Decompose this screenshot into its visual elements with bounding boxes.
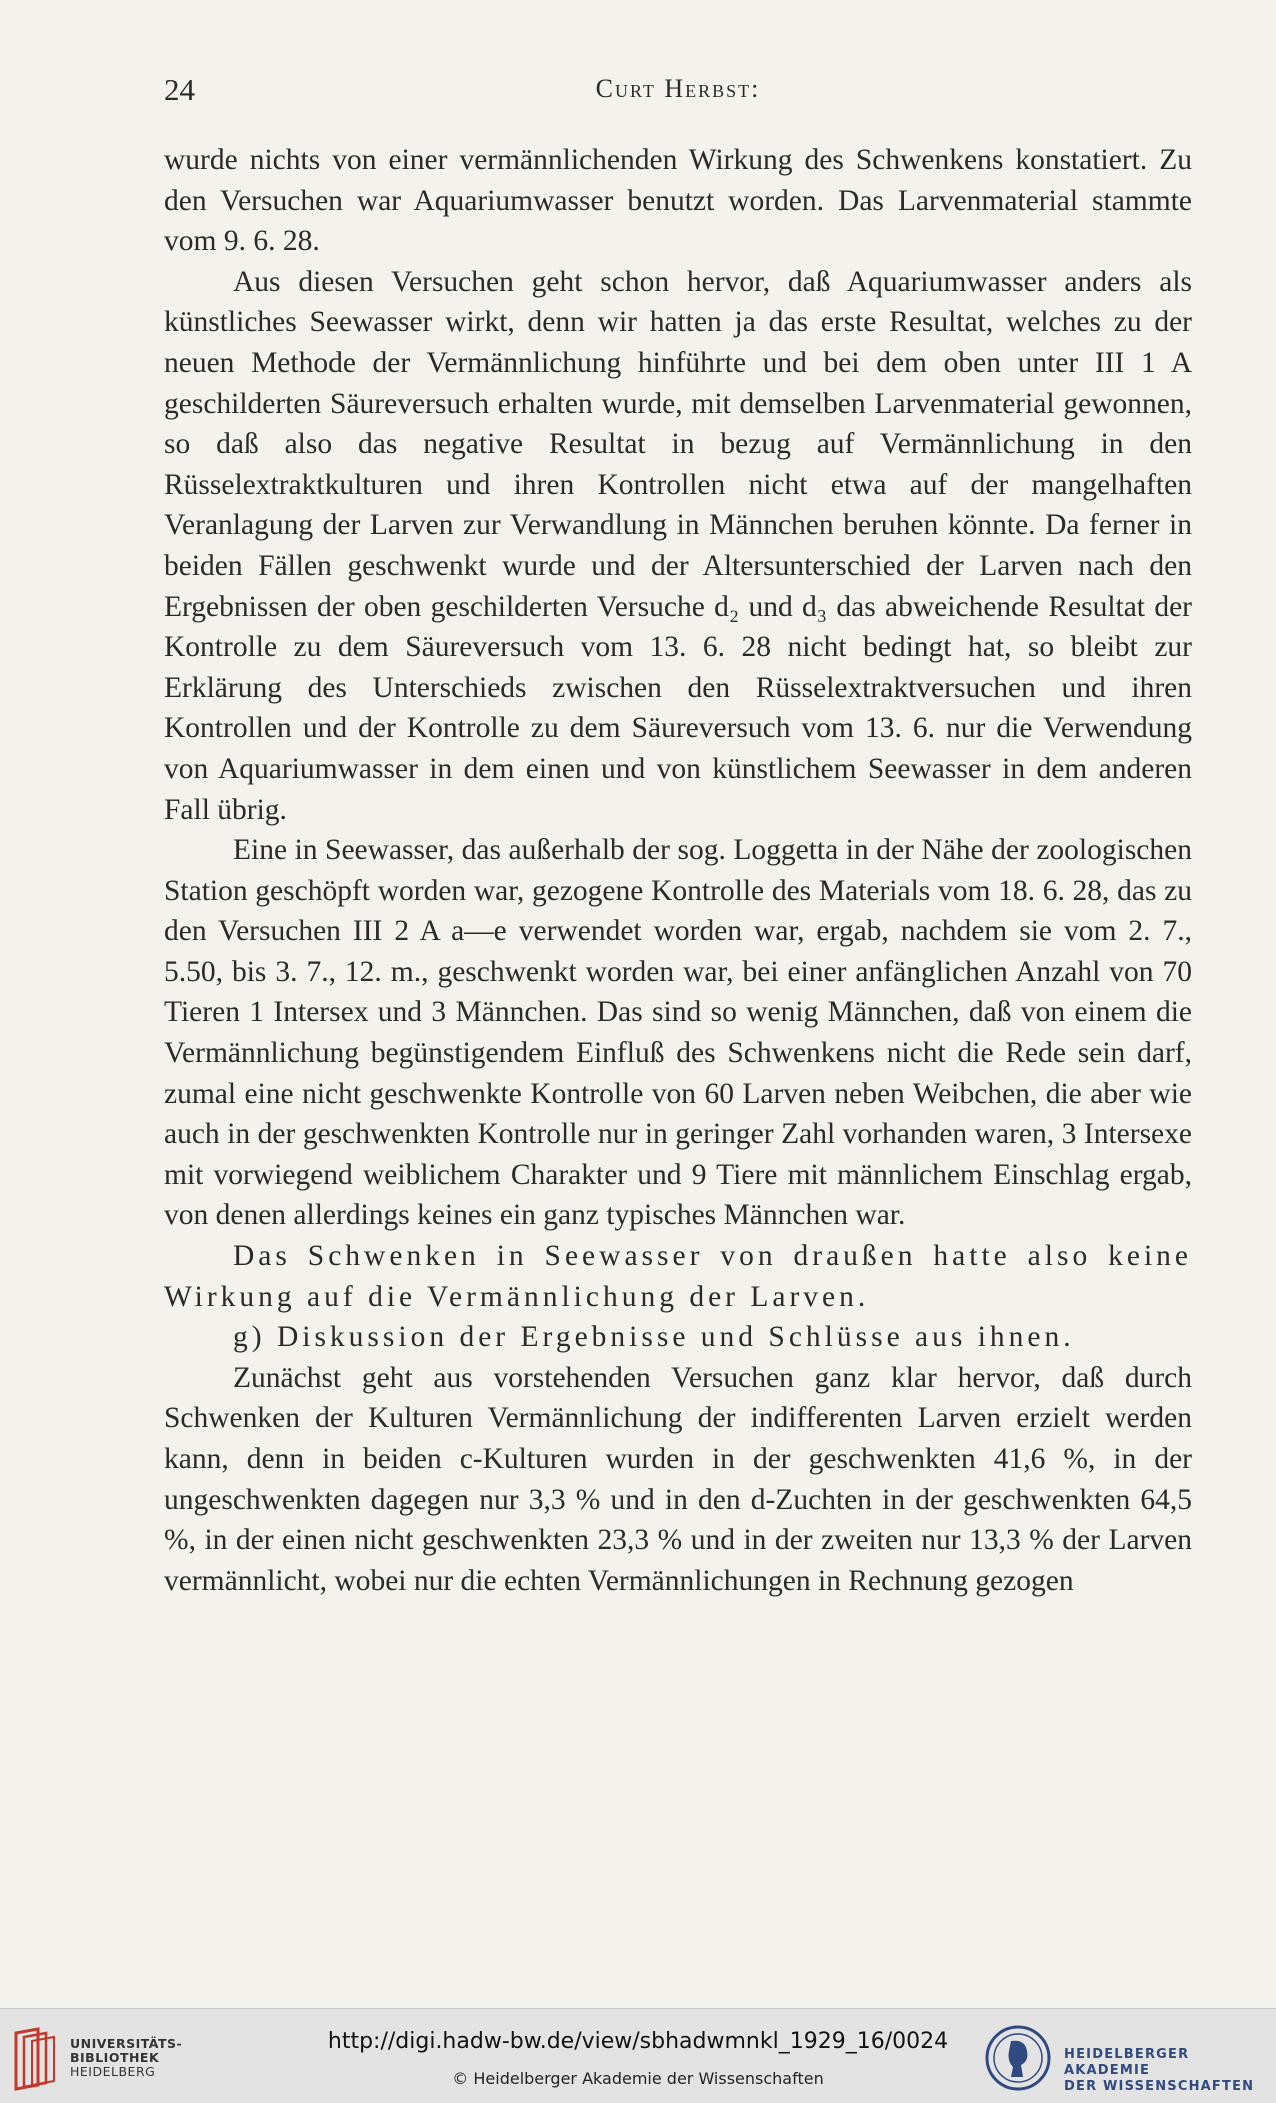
paragraph-6: Zunächst geht aus vorstehenden Versuchen ganz klar hervor, daß durch Schwenken der Kulturen Vermännlichung der indifferenten Larven erzielt werden kann, denn in beiden c-Kulturen wurden in der geschwenkten 41,6 %, in der ungeschwenkten dagegen nur 3,3 % und in den d-Zuchten in der geschwenkten 64,5 %, in der einen nicht geschwenkten 23,3 % und in der zweiten nur 13,3 % der Larven vermännlicht, wobei nur die echten Vermännlichungen in Rechnung gezogen: [164, 1361, 1192, 1597]
paragraph-1: wurde nichts von einer vermännlichenden Wirkung des Schwenkens konstatiert. Zu den Versuchen war Aquariumwasser benutzt worden. Das Larvenmaterial stammte vom 9. 6. 28.: [164, 144, 1192, 258]
body-text: [164, 140, 1192, 1601]
running-head: Curt Herbst:: [595, 74, 761, 103]
page-header: [164, 72, 1192, 112]
paragraph-2: Aus diesen Versuchen geht schon hervor, daß Aquariumwasser anders als künstliches Seewasser wirkt, denn wir hatten ja das erste Resultat, welches zu der neuen Methode der Vermännlichung hinführte und bei dem oben unter III 1 A geschilderten Säureversuch erhalten wurde, mit demselben Larvenmaterial gewonnen, so daß also das negative Resultat in bezug auf Vermännlichung in den Rüsselextraktkulturen und ihren Kontrollen nicht etwa auf der mangelhaften Veranlagung der Larven zur Verwandlung in Männchen beruhen könnte. Da ferner in beiden Fällen geschwenkt wurde und der Altersunterschied der Larven nach den Ergebnissen der oben geschilderten Versuche d₂ und d₃ das abweichende Resultat der Kontrolle zu dem Säureversuch vom 13. 6. 28 nicht bedingt hat, so bleibt zur Erklärung des Unterschieds zwischen den Rüsselextraktversuchen und ihren Kontrollen und der Kontrolle zu dem Säureversuch vom 13. 6. nur die Verwendung von Aquariumwasser in dem einen und von künstlichem Seewasser in dem anderen Fall übrig.: [164, 265, 1192, 826]
academy-name: HEIDELBERGER AKADEMIE DER WISSENSCHAFTEN: [1064, 2047, 1255, 2094]
conclusion-paragraph: Das Schwenken in Seewasser von draußen hatte also keine Wirkung auf die Vermännlichung der Larven.: [164, 1240, 1192, 1313]
viewer-footer: [0, 2008, 1276, 2103]
paragraph-3: Eine in Seewasser, das außerhalb der sog. Loggetta in der Nähe der zoologischen Station geschöpft worden war, gezogene Kontrolle des Materials vom 18. 6. 28, das zu den Versuchen III 2 A a—e verwendet worden war, ergab, nachdem sie vom 2. 7., 5.50, bis 3. 7., 12. m., geschwenkt worden war, bei einer anfänglichen Anzahl von 70 Tieren 1 Intersex und 3 Männchen. Das sind so wenig Männchen, daß von einem die Vermännlichung begünstigendem Einfluß des Schwenkens nicht die Rede sein darf, zumal eine nicht geschwenkte Kontrolle von 60 Larven neben Weibchen, die aber wie auch in der geschwenkten Kontrolle nur in geringer Zahl vorhanden waren, 3 Intersexe mit vorwiegend weiblichem Charakter und 9 Tiere mit männlichem Einschlag ergab, von denen allerdings keines ein ganz typisches Männchen war.: [164, 834, 1192, 1232]
university-library-name: UNIVERSITÄTS- BIBLIOTHEK HEIDELBERG: [70, 2036, 183, 2079]
page-number: 24: [164, 72, 195, 107]
academy-seal-icon: [985, 2025, 1051, 2091]
copyright-notice: © Heidelberger Akademie der Wissenschaften: [452, 2069, 824, 2088]
section-heading: g) Diskussion der Ergebnisse und Schlüsse aus ihnen.: [233, 1321, 1075, 1354]
permalink-url[interactable]: http://digi.hadw-bw.de/view/sbhadwmnkl_1929_16/0024: [327, 2029, 949, 2054]
